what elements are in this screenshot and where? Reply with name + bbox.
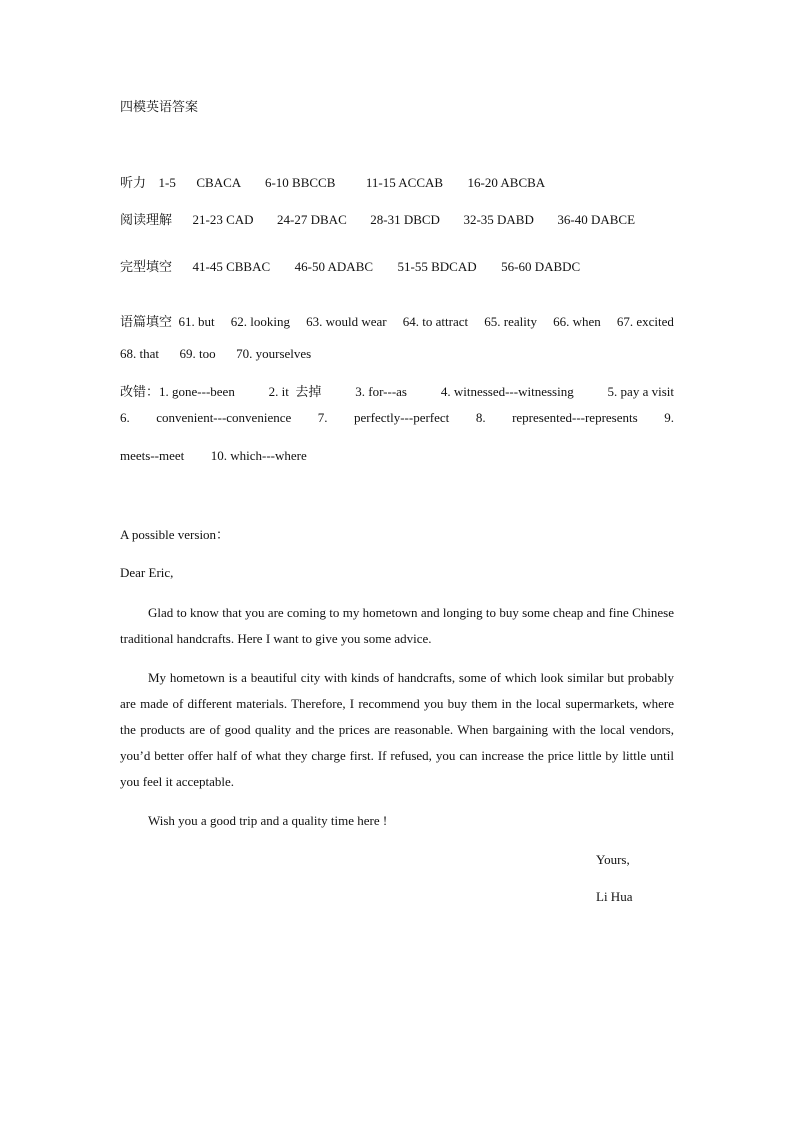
correction-item: 3. for---as — [355, 384, 407, 399]
reading-answers-row — [120, 212, 635, 229]
grammar-fill-item: 61. but — [178, 314, 215, 329]
reading-item: 28-31 DBCD — [370, 212, 440, 227]
correction-item: 4. witnessed---witnessing — [440, 384, 574, 399]
cloze-item: 56-60 DABDC — [501, 259, 581, 274]
letter-salutation: Dear Eric, — [120, 565, 174, 580]
listening-item: 6-10 BBCCB — [264, 175, 336, 190]
cloze-label: 完型填空 — [120, 260, 173, 275]
cloze-item: 46-50 ADABC — [294, 259, 374, 274]
cloze-answers-row — [120, 259, 580, 276]
document-title: 四模英语答案 — [120, 100, 199, 115]
reading-item: 36-40 DABCE — [557, 212, 636, 227]
correction-label: 改错： — [120, 385, 160, 400]
letter-paragraph: Glad to know that you are coming to my hometown and longing to buy some cheap and fine Chinese traditional handcrafts. Here I want to give you some advice. — [120, 605, 674, 646]
correction-item: perfectly---perfect — [354, 410, 450, 425]
listening-answers-row — [120, 175, 545, 192]
reading-item: 32-35 DABD — [463, 212, 534, 227]
correction-item: 7. — [317, 410, 328, 425]
reading-item: 24-27 DBAC — [277, 212, 347, 227]
listening-item: 1-5 — [158, 175, 176, 190]
correction-item: 10. which---where — [210, 448, 307, 463]
correction-item: 9. — [664, 410, 674, 425]
listening-label: 听力 — [120, 176, 147, 191]
grammar-fill-item: 67. excited — [616, 314, 674, 329]
grammar-fill-item: 69. too — [179, 346, 216, 361]
correction-row-3 — [120, 448, 307, 464]
correction-item: represented---represents — [512, 410, 638, 425]
grammar-fill-label: 语篇填空 — [120, 315, 173, 330]
correction-item: 去掉 — [295, 385, 322, 400]
grammar-fill-row-1 — [120, 314, 674, 331]
correction-item: 1. gone---been — [159, 384, 235, 399]
letter-closing: Yours, — [596, 852, 630, 867]
correction-item: convenient---convenience — [156, 410, 292, 425]
correction-item: 5. pay a visit — [607, 384, 674, 399]
correction-item: 8. — [475, 410, 486, 425]
grammar-fill-item: 64. to attract — [402, 314, 469, 329]
reading-item: 21-23 CAD — [192, 212, 254, 227]
listening-item: 11-15 ACCAB — [365, 175, 444, 190]
grammar-fill-item: 70. yourselves — [236, 346, 312, 361]
reading-label: 阅读理解 — [120, 213, 173, 228]
letter-signature: Li Hua — [596, 889, 633, 904]
cloze-item: 51-55 BDCAD — [397, 259, 477, 274]
correction-row-2 — [120, 410, 674, 426]
listening-item: 16-20 ABCBA — [467, 175, 546, 190]
grammar-fill-item: 66. when — [553, 314, 601, 329]
listening-item: CBACA — [196, 175, 241, 190]
grammar-fill-item: 63. would wear — [306, 314, 387, 329]
grammar-fill-item: 68. that — [120, 346, 159, 361]
correction-item: meets--meet — [120, 448, 185, 463]
grammar-fill-item: 62. looking — [230, 314, 290, 329]
letter-paragraph: My hometown is a beautiful city with kinds of handcrafts, some of which look similar but probably are made of different materials. Therefore, I recommend you buy them in the local supermarkets, where the products are of good quality and the prices are reasonable. When bargaining with the local vendors, you’d better offer half of what they charge first. If refused, you can increase the price little by little until you feel it acceptable. — [120, 670, 674, 789]
cloze-item: 41-45 CBBAC — [192, 259, 271, 274]
correction-row-1 — [120, 384, 674, 401]
grammar-fill-row-2 — [120, 346, 311, 362]
letter-paragraph: Wish you a good trip and a quality time here ! — [148, 813, 388, 828]
correction-item: 6. — [120, 410, 130, 425]
grammar-fill-item: 65. reality — [484, 314, 537, 329]
essay-intro: A possible version： — [120, 527, 230, 542]
correction-item: 2. it — [268, 384, 289, 399]
